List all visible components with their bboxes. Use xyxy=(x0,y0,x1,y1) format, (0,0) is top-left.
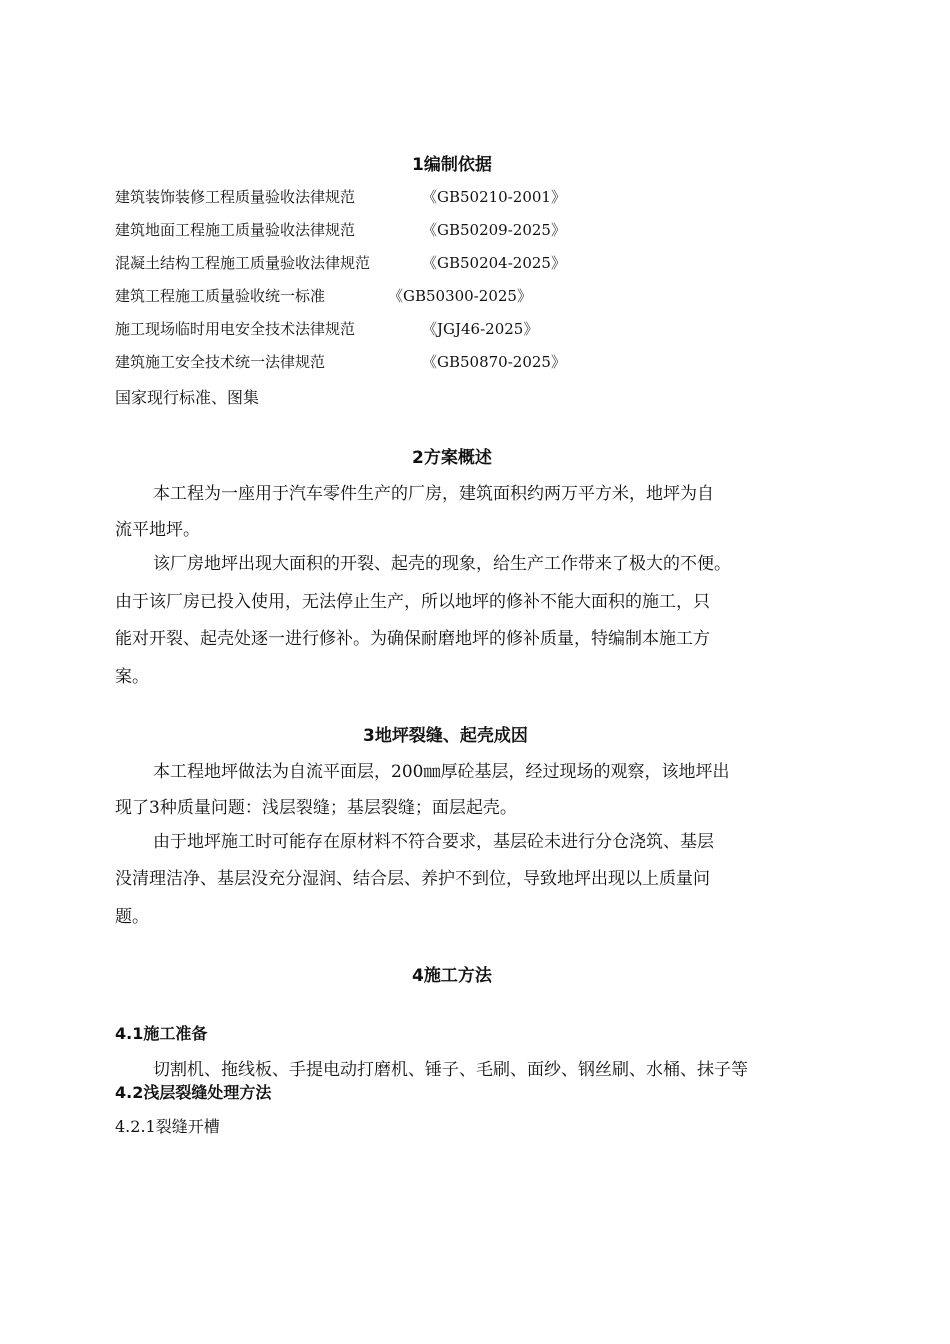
section-2-line-6: 案。 xyxy=(115,667,149,687)
ref-3-code: 《GB50204-2025》 xyxy=(422,254,566,272)
ref-2-name: 建筑地面工程施工质量验收法律规范 xyxy=(115,221,356,239)
section-3-line-5: 题。 xyxy=(115,907,149,927)
section-2-line-1: 本工程为一座用于汽车零件生产的厂房，建筑面积约两万平方米，地坪为自 xyxy=(153,484,714,504)
section-3-line-2: 现了3种质量问题：浅层裂缝；基层裂缝；面层起壳。 xyxy=(115,798,517,818)
section-3-line-3: 由于地坪施工时可能存在原材料不符合要求，基层砼未进行分仓浇筑、基层 xyxy=(153,832,714,852)
section-3-line-1: 本工程地坪做法为自流平面层，200㎜厚砼基层，经过现场的观察，该地坪出 xyxy=(153,762,730,782)
section-2-line-5: 能对开裂、起壳处逐一进行修补。为确保耐磨地坪的修补质量，特编制本施工方 xyxy=(115,629,710,649)
section-3-heading: 3地坪裂缝、起壳成因 xyxy=(363,726,528,746)
ref-4-code: 《GB50300-2025》 xyxy=(388,287,532,305)
ref-2-code: 《GB50209-2025》 xyxy=(422,221,566,239)
ref-5-name: 施工现场临时用电安全技术法律规范 xyxy=(115,320,356,338)
section-2-line-2: 流平地坪。 xyxy=(115,520,200,540)
subsection-4-2-1-heading: 4.2.1裂缝开槽 xyxy=(115,1117,220,1136)
section-4-heading: 4施工方法 xyxy=(412,966,492,986)
ref-1-code: 《GB50210-2001》 xyxy=(422,188,566,206)
ref-4-name: 建筑工程施工质量验收统一标准 xyxy=(115,287,326,305)
ref-5-code: 《JGJ46-2025》 xyxy=(422,320,539,338)
ref-1-name: 建筑装饰装修工程质量验收法律规范 xyxy=(115,188,356,206)
subsection-4-1-heading: 4.1施工准备 xyxy=(115,1024,208,1043)
ref-6-name: 建筑施工安全技术统一法律规范 xyxy=(115,353,326,371)
subsection-4-2-heading: 4.2浅层裂缝处理方法 xyxy=(115,1083,272,1102)
section-2-line-4: 由于该厂房已投入使用，无法停止生产，所以地坪的修补不能大面积的施工，只 xyxy=(115,592,710,612)
section-2-heading: 2方案概述 xyxy=(412,448,492,468)
section-2-line-3: 该厂房地坪出现大面积的开裂、起壳的现象，给生产工作带来了极大的不便。 xyxy=(153,554,731,574)
subsection-4-1-text: 切割机、拖线板、手提电动打磨机、锤子、毛刷、面纱、钢丝刷、水桶、抹子等 xyxy=(153,1060,748,1080)
ref-7-name: 国家现行标准、图集 xyxy=(115,388,260,407)
section-1-heading: 1编制依据 xyxy=(412,155,492,175)
section-3-line-4: 没清理洁净、基层没充分湿润、结合层、养护不到位，导致地坪出现以上质量问 xyxy=(115,869,710,889)
ref-3-name: 混凝土结构工程施工质量验收法律规范 xyxy=(115,254,371,272)
ref-6-code: 《GB50870-2025》 xyxy=(422,353,566,371)
